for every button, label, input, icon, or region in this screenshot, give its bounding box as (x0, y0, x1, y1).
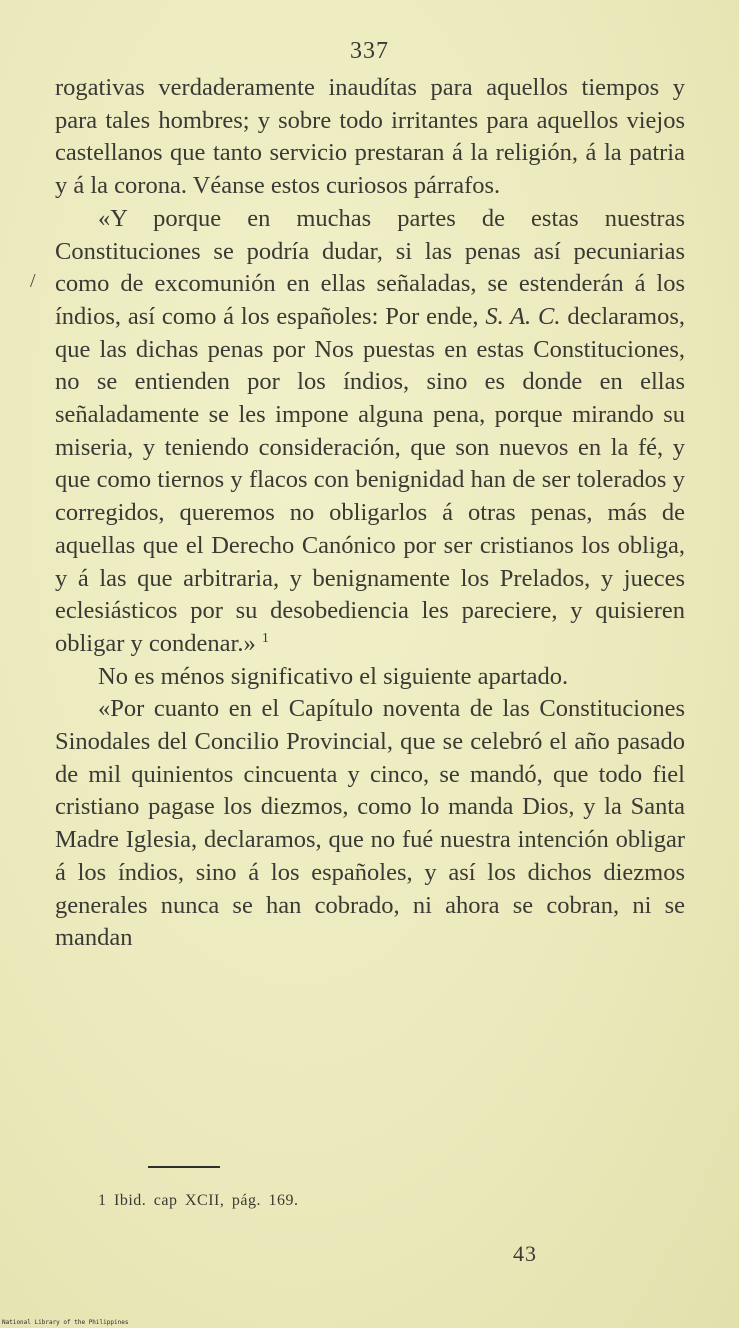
paragraph-2-end: declaramos, que las dichas penas por Nos puestas en estas Constituciones, no se entienden por los índios, sino es donde en ellas señaladamente se les impone alguna pena, porque mirando su miseria, y teniendo consideración, que son nuevos en la fé, y que como tiernos y flacos con benignidad han de ser tolerados y corregidos, queremos no obligarlos á otras penas, más de aquellas que el Derecho Canónico por ser cristianos los obliga, y á las que arbitraria, y benignamente los Prelados, y jueces eclesiásticos por su desobediencia les pareciere, y quisieren obligar y condenar.» (55, 302, 686, 657)
paragraph-2-italic: S. A. C. (485, 302, 561, 330)
footnote-divider (148, 1166, 220, 1168)
signature-mark: 43 (513, 1241, 537, 1266)
paragraph-2-start: «Y porque en muchas partes de estas nuestras Constituciones se podría dudar, si las penas así pecuniarias como de excomunión en ellas señaladas, se estenderán á los índios, así como á los españoles: Por ende, (55, 204, 685, 330)
paragraph-1: rogativas verdaderamente inaudítas para aquellos tiempos y para tales hombres; y sobre todo irritantes para aquellos viejos castellanos que tanto servicio prestaran á la religión, á la patria y á la corona. Véanse estos curiosos párrafos. (55, 74, 685, 200)
page-number: 337 (350, 38, 389, 64)
margin-mark: / (30, 270, 36, 292)
footnote: 1 Ibid. cap XCII, pág. 169. (98, 1192, 299, 1209)
library-credit: National Library of the Philippines (2, 1319, 129, 1326)
body-text (55, 72, 685, 955)
paragraph-4: «Por cuanto en el Capítulo noventa de las Constituciones Sinodales del Concilio Provincial, que se celebró el año pasado de mil quinientos cincuenta y cinco, se mandó, que todo fiel cristiano pagase los diezmos, como lo manda Dios, y la Santa Madre Iglesia, declaramos, que no fué nuestra intención obligar á los índios, sino á los españoles, y así los dichos diezmos generales nunca se han cobrado, ni ahora se cobran, ni se mandan (55, 695, 685, 952)
footnote-reference[interactable]: 1 (261, 630, 269, 646)
paragraph-2 (55, 203, 685, 661)
paragraph-3: No es ménos significativo el siguiente apartado. (98, 662, 569, 690)
